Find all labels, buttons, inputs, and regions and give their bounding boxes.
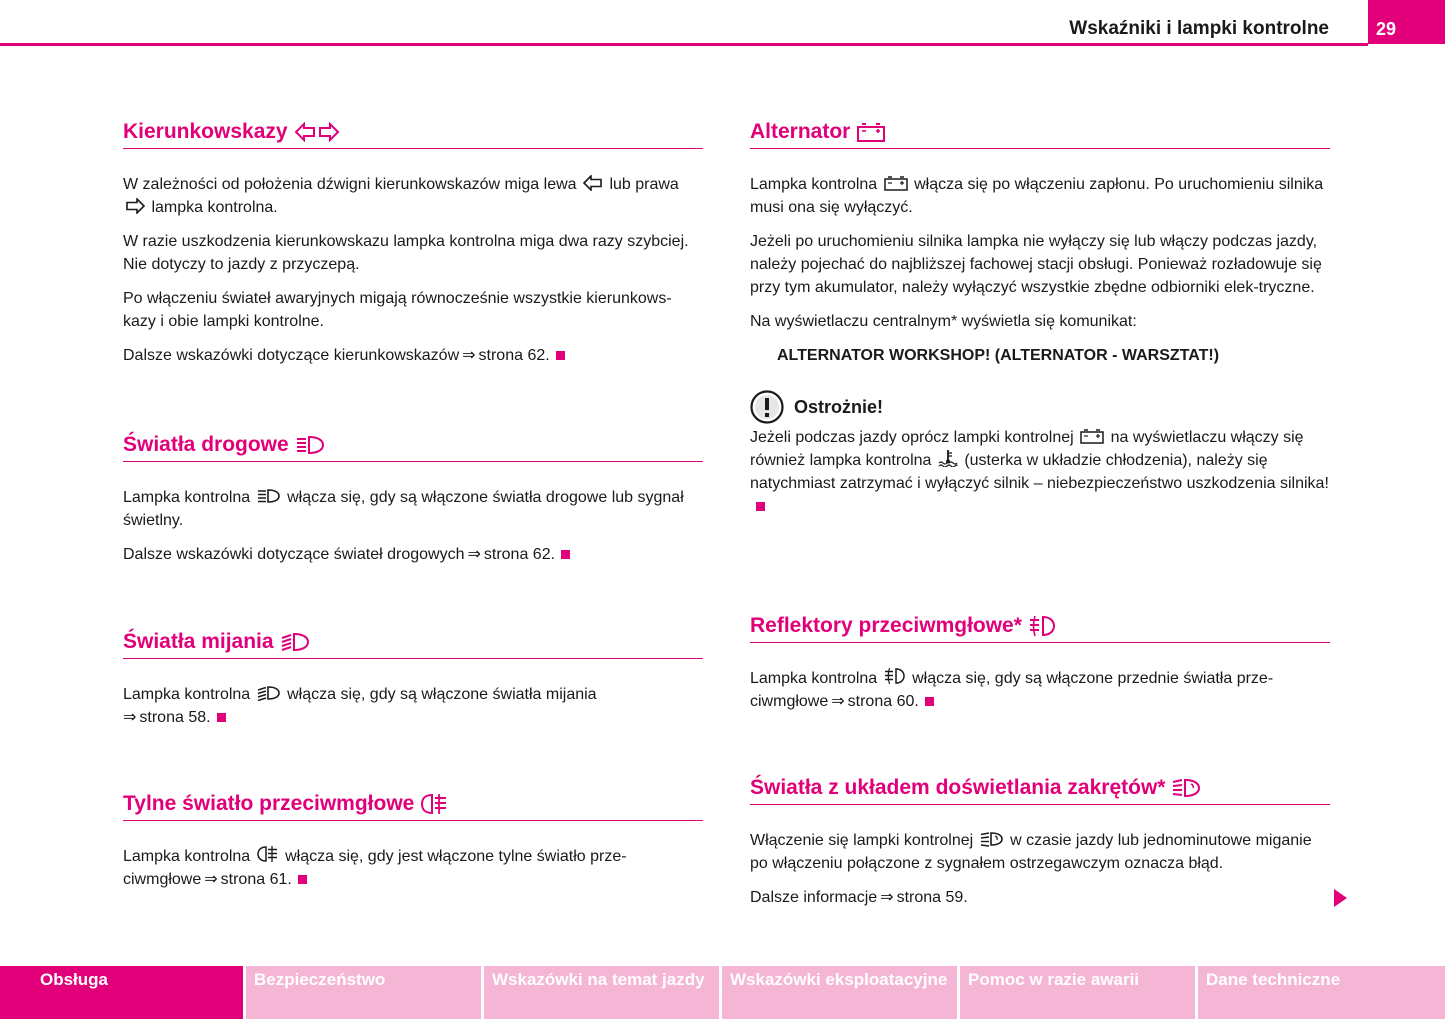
- paragraph: Włączenie się lampki kontrolnej w czasie jazdy lub jednominutowe miganie po włączeniu połączone z sygnałem ostrzegawczym oznacza błąd.: [750, 832, 1312, 872]
- cornering-light-icon: [1171, 777, 1201, 799]
- coolant-temperature-icon: [938, 449, 958, 467]
- section-title: Reflektory przeciwmgłowe*: [750, 611, 1330, 643]
- paragraph: Lampka kontrolna włącza się, gdy są włączone światła mijania ⇒ strona 58.: [123, 686, 597, 726]
- front-fog-light-icon: [1028, 614, 1056, 638]
- high-beam-icon: [257, 488, 281, 504]
- section-title: Światła drogowe: [123, 430, 703, 462]
- end-mark: [756, 502, 765, 511]
- footer-tab-bezpieczenstwo[interactable]: Bezpieczeństwo: [246, 966, 481, 1019]
- paragraph: W razie uszkodzenia kierunkowskazu lampka kontrolna miga dwa razy szybciej. Nie dotyczy to jazdy z przyczepą.: [123, 233, 689, 273]
- section-title: Tylne światło przeciwmgłowe: [123, 789, 703, 821]
- page-link[interactable]: strona 61.: [220, 871, 292, 888]
- paragraph: Lampka kontrolna włącza się po włączeniu zapłonu. Po uruchomieniu silnika musi ona się wyłączyć.: [750, 176, 1324, 216]
- paragraph: Na wyświetlaczu centralnym* wyświetla się komunikat:: [750, 313, 1137, 330]
- section-alternator: [750, 117, 1330, 518]
- next-page-arrow-icon[interactable]: [1334, 889, 1347, 907]
- paragraph: Dalsze wskazówki dotyczące świateł drogowych ⇒ strona 62.: [123, 543, 703, 566]
- end-mark: [561, 550, 570, 559]
- caution-heading: Ostrożnie!: [750, 390, 1330, 424]
- high-beam-icon: [295, 434, 325, 456]
- rear-fog-light-icon: [420, 792, 448, 816]
- battery-icon: [856, 121, 886, 143]
- warning-icon: [750, 390, 784, 424]
- paragraph: Po włączeniu świateł awaryjnych migają równocześnie wszystkie kierunkows-kazy i obie lampki kontrolne.: [123, 290, 672, 330]
- section-rear-fog-light: [123, 789, 703, 891]
- left-arrow-icon: [583, 175, 603, 191]
- cornering-light-icon: [980, 831, 1004, 847]
- arrow-symbol: ⇒: [204, 871, 218, 888]
- section-title: Światła z układem doświetlania zakrętów*: [750, 773, 1330, 805]
- low-beam-icon: [257, 685, 281, 701]
- display-message: ALTERNATOR WORKSHOP! (ALTERNATOR - WARSZTAT!): [777, 347, 1220, 364]
- paragraph: Dalsze wskazówki dotyczące kierunkowskazów ⇒ strona 62.: [123, 344, 703, 367]
- footer-tab-pomoc[interactable]: Pomoc w razie awarii: [960, 966, 1195, 1019]
- end-mark: [925, 697, 934, 706]
- arrow-symbol: ⇒: [123, 709, 137, 726]
- end-mark: [298, 875, 307, 884]
- section-front-fog-lights: [750, 611, 1330, 713]
- end-mark: [556, 351, 565, 360]
- footer-tab-wskazowki-eksploatacyjne[interactable]: Wskazówki eksploatacyjne: [722, 966, 957, 1019]
- page-link[interactable]: strona 60.: [847, 693, 919, 710]
- header-title: Wskaźniki i lampki kontrolne: [1069, 18, 1329, 39]
- arrow-symbol: ⇒: [880, 889, 894, 906]
- arrow-symbol: ⇒: [462, 347, 476, 364]
- paragraph: Dalsze informacje ⇒ strona 59.: [750, 889, 968, 906]
- low-beam-icon: [280, 631, 310, 653]
- right-arrow-icon: [125, 198, 145, 214]
- paragraph: Lampka kontrolna włącza się, gdy są włączone przednie światła prze-ciwmgłowe ⇒ strona 60.: [750, 667, 1330, 713]
- paragraph: Lampka kontrolna włącza się, gdy są włączone światła drogowe lub sygnał świetlny.: [123, 489, 684, 529]
- page-link[interactable]: strona 62.: [483, 546, 556, 563]
- section-low-beam: [123, 627, 703, 729]
- front-fog-light-icon: [884, 667, 906, 685]
- paragraph: Lampka kontrolna włącza się, gdy jest włączone tylne światło prze-ciwmgłowe ⇒ strona 61.: [123, 845, 703, 891]
- section-title: Kierunkowskazy: [123, 117, 703, 149]
- paragraph: Jeżeli po uruchomieniu silnika lampka nie wyłączy się lub włączy podczas jazdy, należy pojechać do najbliższej fachowej stacji obsługi. Ponieważ rozładowuje się przy tym akumulator, należy wyłączyć wszystkie zbędne odbiorniki elek-tryczne.: [750, 233, 1322, 296]
- header-rule: [0, 43, 1368, 46]
- footer-nav: [0, 966, 1445, 1019]
- page-number: 29: [1376, 19, 1397, 39]
- page-link[interactable]: strona 62.: [478, 347, 550, 364]
- footer-tab-obsluga[interactable]: Obsługa: [0, 966, 243, 1019]
- caution-text: Jeżeli podczas jazdy oprócz lampki kontrolnej na wyświetlaczu włączy się również lampka kontrolna (usterka w układzie chłodzenia), należy się natychmiast zatrzymać i wyłączyć silnik – niebezpieczeństwo uszkodzenia silnika!: [750, 426, 1330, 518]
- section-turn-signals: [123, 117, 703, 367]
- rear-fog-light-icon: [257, 845, 279, 863]
- page-number-box: [1368, 0, 1445, 44]
- end-mark: [217, 713, 226, 722]
- section-cornering-lights: [750, 773, 1330, 909]
- page-link[interactable]: strona 58.: [139, 709, 211, 726]
- battery-icon: [1080, 428, 1104, 444]
- footer-tab-wskazowki-jazdy[interactable]: Wskazówki na temat jazdy: [484, 966, 719, 1019]
- page-link[interactable]: strona 59.: [896, 889, 968, 906]
- battery-icon: [884, 175, 908, 191]
- arrow-symbol: ⇒: [467, 546, 481, 563]
- section-title: Alternator: [750, 117, 1330, 149]
- arrow-symbol: ⇒: [831, 693, 845, 710]
- paragraph: W zależności od położenia dźwigni kierunkowskazów miga lewa lub prawa lampka kontrolna.: [123, 176, 679, 216]
- section-title: Światła mijania: [123, 627, 703, 659]
- section-high-beam: [123, 430, 703, 566]
- footer-tab-dane-techniczne[interactable]: Dane techniczne: [1198, 966, 1445, 1019]
- turn-signals-icon: [294, 121, 340, 143]
